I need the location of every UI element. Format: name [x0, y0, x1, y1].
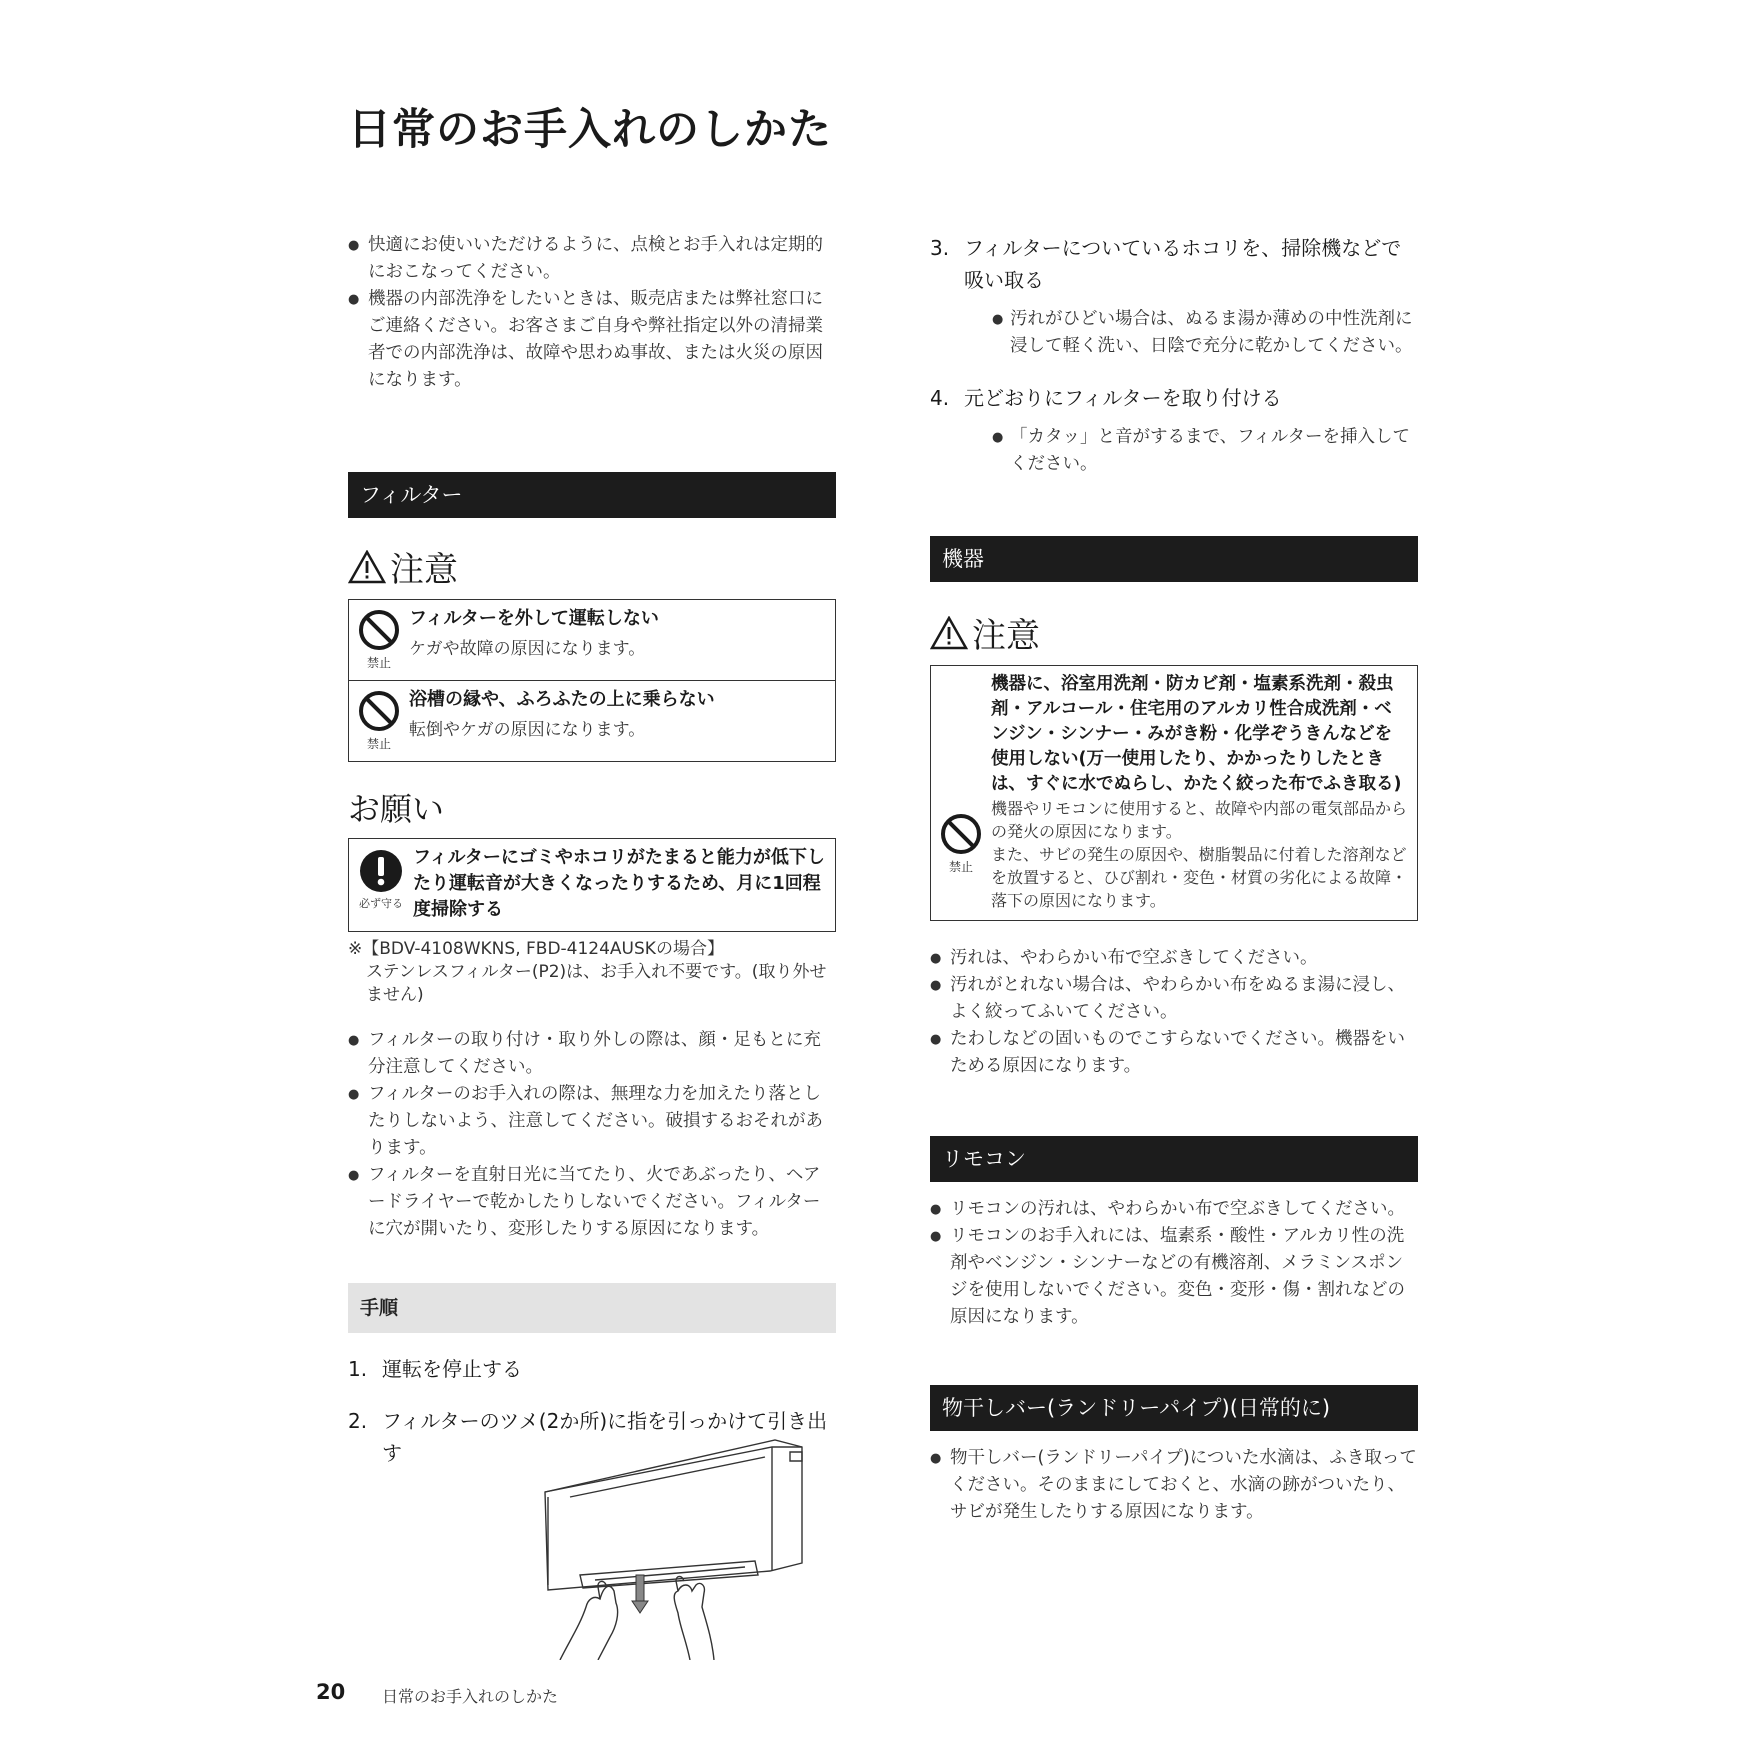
step-4: [930, 382, 1418, 414]
caution-row: [349, 680, 835, 761]
caution-label: 注意: [390, 550, 458, 590]
device-caution-box: [930, 665, 1418, 921]
caution-desc: 転倒やケガの原因になります。: [409, 720, 646, 740]
prohibited-icon: [357, 689, 401, 733]
request-box: [348, 838, 836, 932]
filter-removal-illustration: [540, 1435, 820, 1660]
caution-title: 機器に、浴室用洗剤・防カビ剤・塩素系洗剤・殺虫剤・アルコール・住宅用のアルカリ性合成洗剤・ベンジン・シンナー・みがき粉・化学ぞうきんなどを使用しない(万一使用したり、かかったりしたときは、すぐに水でぬらし、かたく絞った布でふき取る): [991, 674, 1402, 794]
caution-desc: ケガや故障の原因になります。: [409, 639, 646, 659]
caution-row: [349, 600, 835, 680]
step-text: フィルターのツメ(2か所)に指を引っかけて引き出す: [382, 1409, 828, 1465]
step-text: 元どおりにフィルターを取り付ける: [964, 386, 1282, 410]
step-3-notes: [930, 306, 1418, 360]
caution-title: 浴槽の縁や、ふろふたの上に乗らない: [409, 689, 715, 710]
list-item: ● リモコンのお手入れには、塩素系・酸性・アルカリ性の洗剤やベンジン・シンナーなどの有機溶剤、メラミンスポンジを使用しないでください。変色・変形・傷・割れなどの原因になります。: [930, 1223, 1418, 1331]
prohibited-icon: [939, 812, 983, 856]
list-item: ● フィルターの取り付け・取り外しの際は、顔・足もとに充分注意してください。: [348, 1027, 836, 1081]
list-item: ● 機器の内部洗浄をしたいときは、販売店または弊社窓口にご連絡ください。お客さまご自身や弊社指定以外の清掃業者での内部洗浄は、故障や思わぬ事故、または火災の原因になります。: [348, 286, 836, 394]
list-item: ● 汚れがとれない場合は、やわらかい布をぬるま湯に浸し、よく絞ってふいてください。: [930, 972, 1418, 1026]
list-item: ● 快適にお使いいただけるように、点検とお手入れは定期的におこなってください。: [348, 232, 836, 286]
step-4-notes: [930, 424, 1418, 478]
caution-text: [409, 600, 667, 680]
step-text: フィルターについているホコリを、掃除機などで吸い取る: [964, 236, 1402, 292]
request-row: [349, 839, 835, 931]
caution-heading: [930, 608, 1418, 657]
list-item: ● 汚れは、やわらかい布で空ぶきしてください。: [930, 945, 1418, 972]
list-item: ● たわしなどの固いものでこすらないでください。機器をいためる原因になります。: [930, 1026, 1418, 1080]
mandatory-icon-cell: [349, 839, 413, 931]
device-list: [930, 945, 1418, 1080]
warning-triangle-icon: [930, 616, 968, 650]
list-item: ● 汚れがひどい場合は、ぬるま湯か薄めの中性洗剤に浸して軽く洗い、日陰で充分に乾かしてください。: [992, 306, 1418, 360]
filter-caution-list: [348, 1027, 836, 1243]
page-title: 日常のお手入れのしかた: [348, 105, 832, 155]
request-title: フィルターにゴミやホコリがたまると能力が低下したり運転音が大きくなったりするため、月に1回程度掃除する: [413, 847, 825, 920]
caution-label: 注意: [972, 616, 1040, 656]
page-number: 20: [316, 1680, 346, 1704]
procedure-header: 手順: [348, 1283, 836, 1333]
list-item: ● フィルターを直射日光に当てたり、火であぶったり、ヘアードライヤーで乾かしたりしないでください。フィルターに穴が開いたり、変形したりする原因になります。: [348, 1162, 836, 1243]
caution-desc: また、サビの発生の原因や、樹脂製品に付着した溶剤などを放置すると、ひび割れ・変色・材質の劣化による故障・落下の原因になります。: [991, 845, 1408, 910]
prohibit-icon-cell: [349, 600, 409, 680]
model-note-text: ステンレスフィルター(P2)は、お手入れ不要です。(取り外せません): [366, 962, 827, 1005]
step-1: [348, 1353, 836, 1385]
prohibit-icon-cell: [349, 681, 409, 761]
list-item: ● 物干しバー(ランドリーパイプ)についた水滴は、ふき取ってください。そのままにしておくと、水滴の跡がついたり、サビが発生したりする原因になります。: [930, 1445, 1418, 1526]
section-header-remote: リモコン: [930, 1136, 1418, 1182]
caution-heading: [348, 542, 836, 591]
step-number: 3.: [930, 236, 950, 260]
right-column: [930, 232, 1418, 1526]
warning-triangle-icon: [348, 550, 386, 584]
intro-list: [348, 232, 836, 394]
icon-label: 禁止: [948, 859, 973, 874]
caution-title: フィルターを外して運転しない: [409, 608, 659, 629]
caution-desc: 機器やリモコンに使用すると、故障や内部の電気部品からの発火の原因になります。: [991, 799, 1408, 841]
step-3: [930, 232, 1418, 296]
model-note-title: ※【BDV-4108WKNS, FBD-4124AUSKの場合】: [348, 939, 724, 959]
step-number: 4.: [930, 386, 950, 410]
section-header-filter: フィルター: [348, 472, 836, 518]
step-number: 2.: [348, 1409, 368, 1433]
step-number: 1.: [348, 1357, 368, 1381]
caution-text: [409, 681, 723, 761]
list-item: ● 「カタッ」と音がするまで、フィルターを挿入してください。: [992, 424, 1418, 478]
list-item: ● フィルターのお手入れの際は、無理な力を加えたり落としたりしないよう、注意してください。破損するおそれがあります。: [348, 1081, 836, 1162]
caution-row: [931, 666, 1417, 920]
section-header-device: 機器: [930, 536, 1418, 582]
prohibited-icon: [357, 608, 401, 652]
icon-label: 必ず守る: [359, 897, 403, 910]
caution-text: [991, 666, 1417, 920]
prohibit-icon-cell: [931, 666, 991, 920]
remote-list: [930, 1196, 1418, 1331]
list-item: ● リモコンの汚れは、やわらかい布で空ぶきしてください。: [930, 1196, 1418, 1223]
caution-box: [348, 599, 836, 762]
left-column: [348, 232, 836, 1469]
icon-label: 禁止: [366, 737, 391, 751]
icon-label: 禁止: [366, 656, 391, 670]
section-header-laundry: 物干しバー(ランドリーパイプ)(日常的に): [930, 1385, 1418, 1431]
footer-title: 日常のお手入れのしかた: [382, 1687, 559, 1706]
exclamation-circle-icon: [359, 849, 403, 893]
request-text: [413, 839, 835, 931]
laundry-list: [930, 1445, 1418, 1526]
request-heading: お願い: [348, 790, 445, 828]
step-text: 運転を停止する: [382, 1357, 522, 1381]
